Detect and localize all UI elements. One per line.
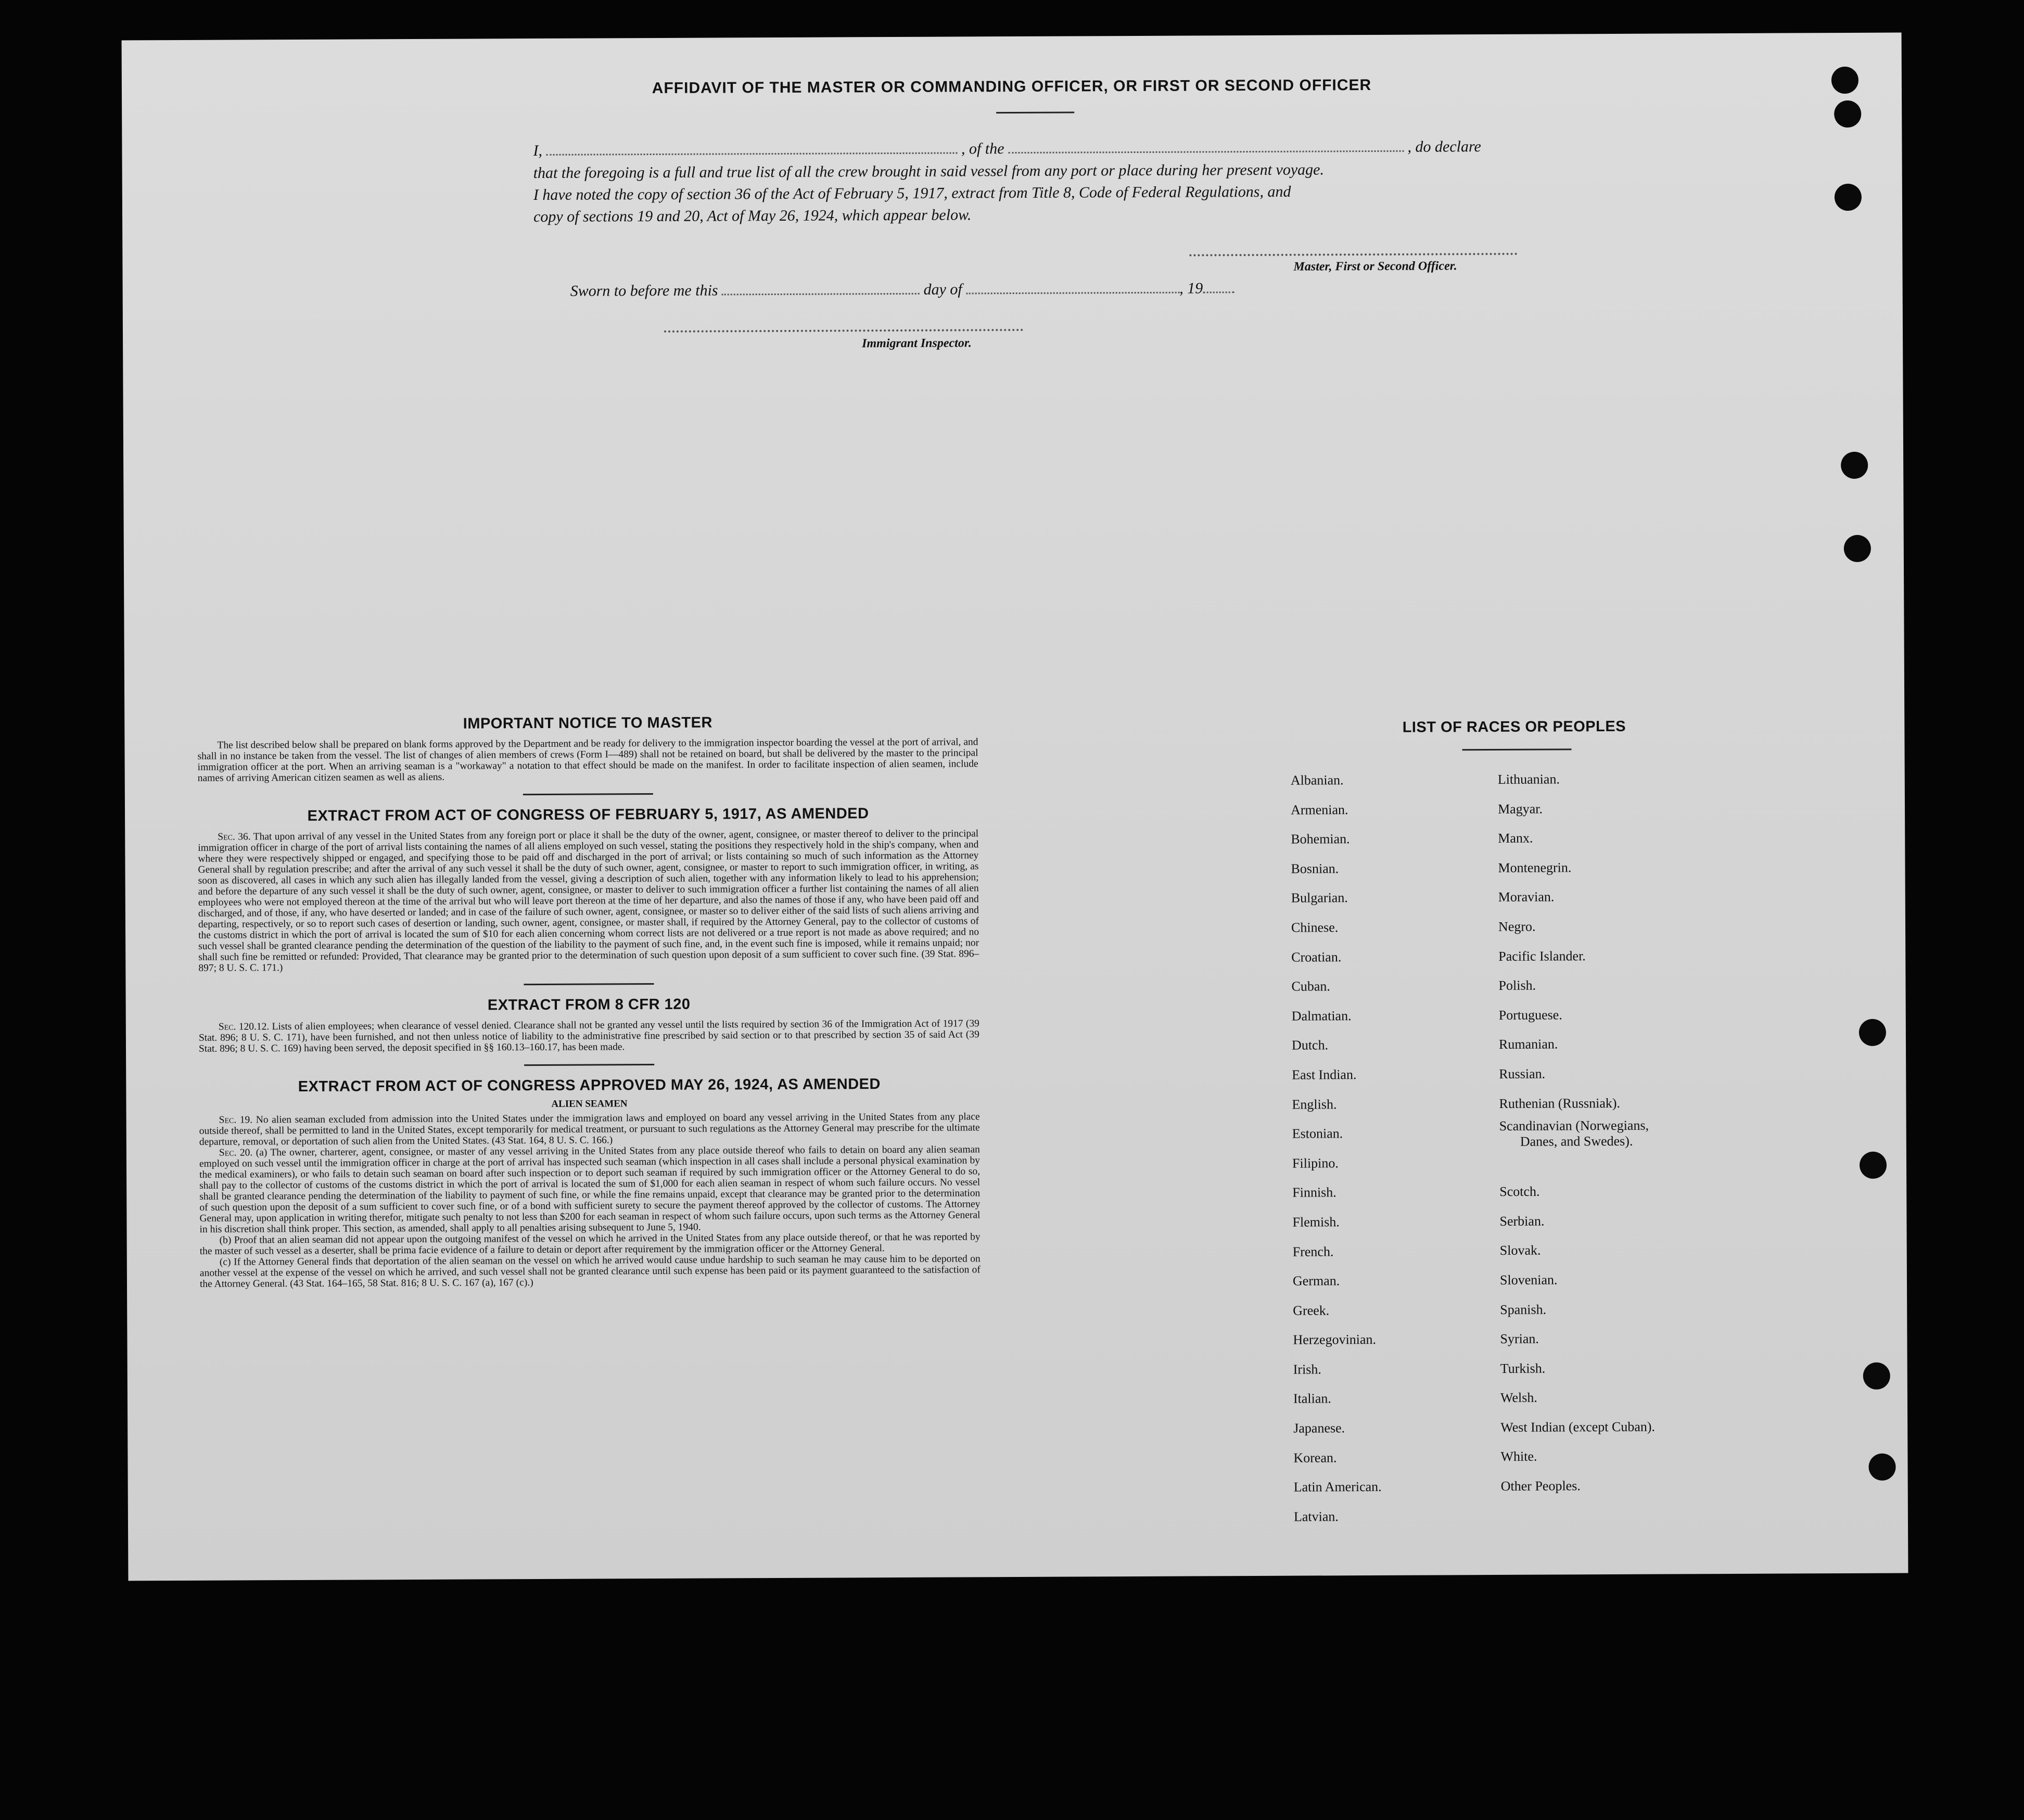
race-item: Greek. [1293,1303,1330,1318]
race-item: Latin American. [1293,1479,1382,1495]
races-column-1 [1291,766,1382,1532]
divider [524,1064,654,1066]
race-item: Filipino. [1292,1155,1339,1171]
punch-hole [1844,535,1871,562]
name-blank[interactable] [546,152,958,155]
punch-hole [1868,1454,1895,1481]
race-item: Cuban. [1291,978,1330,994]
race-item: Danes, and Swedes). [1520,1133,1633,1149]
punch-hole [1841,452,1868,479]
sworn-line: Sworn to before me this day of , 19 [570,277,1234,302]
affidavit-line-4: copy of sections 19 and 20, Act of May 26, 1924, which appear below. [533,206,972,226]
race-item: Italian. [1293,1391,1331,1407]
sec-20c-text: (c) If the Attorney General finds that deportation of the alien seaman on the vessel on which he arrived would cause undue hardship to such seaman he may cause him to be deported on another vessel at the expense of the vessel on which he arrived, and such vessel shall not be granted clearance until such expense has been paid or its payment guaranteed to the satisfaction of the Attorney General. (43 Stat. 164–165, 58 Stat. 816; 8 U. S. C. 167 (a), 167 (c).) [199,1253,981,1290]
race-item: Bulgarian. [1291,890,1348,906]
extract-cfr-text: Sec. 120.12. Lists of alien employees; when clearance of vessel denied. Clearance shall not be granted any vessel until the lists required by section 36 of the Immigration Act of 1917 (39 Stat. 896; 8 U. S. C. 171), have been furnished, and not then unless notice of liability to the administrative fine prescribed by said section or to that prescribed by section 35 of said Act (39 Stat. 896; 8 U. S. C. 169) having been served, the deposit specified in §§ 160.13–160.17, has been made. [198,1018,979,1054]
affidavit-line-1: I, , of the , do declare [533,138,1481,160]
race-item: East Indian. [1292,1067,1357,1083]
race-item: French. [1292,1243,1334,1259]
document-page [122,33,1908,1581]
race-item: Pacific Islander. [1498,948,1586,964]
race-item: Turkish. [1500,1360,1546,1376]
race-item: Syrian. [1500,1331,1539,1347]
extract-cfr-heading: EXTRACT FROM 8 CFR 120 [487,996,691,1014]
punch-hole [1834,100,1861,128]
sworn-year-blank[interactable] [1203,291,1234,293]
divider [524,983,654,985]
notice-text: The list described below shall be prepared on blank forms approved by the Department and be ready for delivery to the immigration inspector boarding the vessel at the port of arrival, and shall in no instance be taken from the vessel. The list of changes of alien members of crews (Form I—489) shall not be retained on board, but shall be delivered by the master to the principal immigration officer at the port. When an arriving seaman is a "workaway" a notation to that effect should be made on the manifest. In order to facilitate inspection of alien seamen, include names of arriving American citizen seamen as well as aliens. [197,736,978,784]
race-item: Irish. [1293,1361,1321,1377]
punch-hole [1863,1363,1890,1390]
inspector-signature-blank[interactable] [664,329,1023,333]
race-item: Lithuanian. [1497,771,1560,787]
alien-seamen-subheading: ALIEN SEAMEN [551,1098,628,1110]
race-item: Slovenian. [1499,1272,1558,1288]
race-item: Finnish. [1292,1185,1336,1200]
race-item: Serbian. [1499,1213,1545,1229]
race-item: Manx. [1498,830,1533,846]
race-item: German. [1292,1273,1340,1289]
race-item: Slovak. [1499,1242,1541,1258]
race-item: Japanese. [1293,1420,1345,1436]
sworn-day-blank[interactable] [722,293,920,296]
race-item: Croatian. [1291,949,1342,965]
punch-hole [1835,184,1862,211]
races-heading: LIST OF RACES OR PEOPLES [1402,718,1626,736]
vessel-blank[interactable] [1008,150,1404,154]
races-divider [1462,748,1572,750]
race-item: Other Peoples. [1500,1478,1581,1494]
punch-hole [1860,1152,1887,1179]
race-item: Dalmatian. [1291,1008,1352,1024]
master-signature-label: Master, First or Second Officer. [1293,259,1457,274]
race-item: Moravian. [1498,889,1555,905]
title-divider [996,111,1074,113]
race-item: Scotch. [1499,1183,1540,1200]
sec-20b-text: (b) Proof that an alien seaman did not appear upon the outgoing manifest of the vessel on which he arrived in the United States from any place outside thereof, or that he was reported by the master of such vessel as a deserter, shall be prima facie evidence of a failure to detain or deport after requirement by the immigration officer or the Attorney General. [199,1231,981,1257]
race-item: Korean. [1293,1449,1337,1466]
extract-1917-heading: EXTRACT FROM ACT OF CONGRESS OF FEBRUARY 5, 1917, AS AMENDED [307,805,869,824]
affidavit-line-3: I have noted the copy of section 36 of the Act of February 5, 1917, extract from Title 8, Code of Federal Regulations, and [533,183,1291,204]
race-item: Rumanian. [1498,1036,1558,1052]
race-item: Polish. [1498,977,1536,994]
affidavit-line-2: that the foregoing is a full and true list of all the crew brought in said vessel from any port or place during her present voyage. [533,161,1325,182]
race-item: Spanish. [1500,1302,1547,1317]
extract-1924-heading: EXTRACT FROM ACT OF CONGRESS APPROVED MAY 26, 1924, AS AMENDED [298,1076,881,1096]
race-item: English. [1292,1096,1337,1112]
race-item: Latvian. [1293,1509,1339,1524]
sec-20a-text: Sec. 20. (a) The owner, charterer, agent, consignee, or master of any vessel arriving in the United States from any place outside thereof who fails to detain on board any alien seaman employed on such vessel until the immigration officer in charge at the port of arrival has inspected such seaman (which inspection in all cases shall include a personal physical examination by the medical examiners), or who fails to detain such seaman on board after such inspection or to deport such seaman if required by such immigration officer or the Attorney General to do so, shall pay to the collector of customs of the customs district in which the port of arrival is located the sum of $1,000 for each alien seaman in respect of whom such failure occurs. No vessel shall be granted clearance pending the determination of the liability to payment of such fine, or while the fine remains unpaid, except that clearance may be granted prior to the determination of such question upon the deposit of a sum sufficient to cover such fine, or of a bond with sufficient surety to secure the payment thereof approved by the collector of customs. The Attorney General may, upon application in writing therefor, mitigate such penalty to not less than $200 for each seaman in respect of whom such failure occurs, upon such terms as the Attorney General in his discretion shall think proper. This section, as amended, shall apply to all penalties arising subsequent to June 5, 1940. [199,1144,981,1235]
race-item: Russian. [1499,1066,1546,1081]
race-item: Ruthenian (Russniak). [1499,1095,1621,1111]
extract-1917-text: Sec. 36. That upon arrival of any vessel in the United States from any foreign port or place it shall be the duty of the owner, agent, consignee, or master thereof to deliver to the principal immigration officer in charge of the port of arrival lists containing the names of all aliens employed on such vessel, stating the positions they respectively hold in the ship's company, when and where they were respectively shipped or engaged, and specifying those to be paid off and discharged in the port of arrival; or lists containing so much of such information as the Attorney General shall by regulation prescribe; and after the arrival of any such vessel it shall be the duty of such owner, agent, consignee, or master to report to such immigration officer, in writing, as soon as discovered, all cases in which any such alien has illegally landed from the vessel, giving a description of such alien, together with any information likely to lead to his apprehension; and before the departure of any such vessel it shall be the duty of such owner, agent, consignee, or master to deliver to such immigration officer a further list containing the names of all alien employees who were not employed thereon at the time of the arrival but who will leave port thereon at the time of her departure, and also the names of those if any, who have been paid off and discharged, and of those, if any, who have deserted or landed; and in case of the failure of such owner, agent, consignee, or master so to deliver either of the said lists of such aliens arriving and departing, respectively, or so to report such cases of desertion or landing, such owner, agent, consignee, or master shall, if required by the Attorney General, pay to the collector of customs of the customs district in which the port of arrival is located the sum of $10 for each alien concerning whom correct lists are not delivered or a true report is not made as above required; and no such vessel shall be granted clearance pending the determination of the question of the liability to the payment of such fine, and, in the event such fine is imposed, while it remains unpaid; nor shall such fine be remitted or refunded: Provided, That clearance may be granted prior to the determination of such question upon deposit of a sum sufficient to cover such fine. (39 Stat. 896–897; 8 U. S. C. 171.) [198,828,979,974]
race-item: Welsh. [1500,1390,1537,1406]
race-item: Herzegovinian. [1293,1332,1377,1347]
race-item: Armenian. [1290,801,1348,818]
punch-hole [1859,1019,1886,1046]
race-item: Chinese. [1291,920,1339,935]
left-column [197,713,981,1290]
race-item: Dutch. [1291,1037,1329,1053]
race-item: Bosnian. [1291,861,1339,876]
sec-19-text: Sec. 19. No alien seaman excluded from admission into the United States under the immigration laws and employed on board any vessel arriving in the United States from any place outside thereof, shall be permitted to land in the United States, except temporarily for medical treatment, or pursuant to such regulations as the Attorney General may prescribe for the ultimate departure, removal, or deportation of such alien from the United States. (43 Stat. 164, 8 U. S. C. 166.) [199,1111,980,1148]
inspector-label: Immigrant Inspector. [862,336,972,351]
races-column-2 [1498,765,1656,1501]
punch-hole [1831,67,1858,94]
affidavit-title: AFFIDAVIT OF THE MASTER OR COMMANDING OFFICER, OR FIRST OR SECOND OFFICER [652,76,1372,97]
race-item: Flemish. [1292,1214,1340,1230]
race-item: Estonian. [1292,1126,1343,1141]
race-item: White. [1500,1449,1537,1465]
master-signature-blank[interactable] [1189,253,1517,257]
race-item: Magyar. [1497,801,1543,817]
race-item: Portuguese. [1498,1007,1562,1023]
race-item: Negro. [1498,919,1536,934]
race-item: Montenegrin. [1498,860,1572,875]
race-item: Scandinavian (Norwegians, [1499,1117,1649,1134]
divider [523,793,653,795]
race-item: Bohemian. [1291,831,1350,847]
sworn-month-blank[interactable] [966,292,1179,295]
race-item: West Indian (except Cuban). [1500,1419,1656,1435]
race-item: Albanian. [1290,772,1344,788]
notice-heading: IMPORTANT NOTICE TO MASTER [463,714,712,732]
